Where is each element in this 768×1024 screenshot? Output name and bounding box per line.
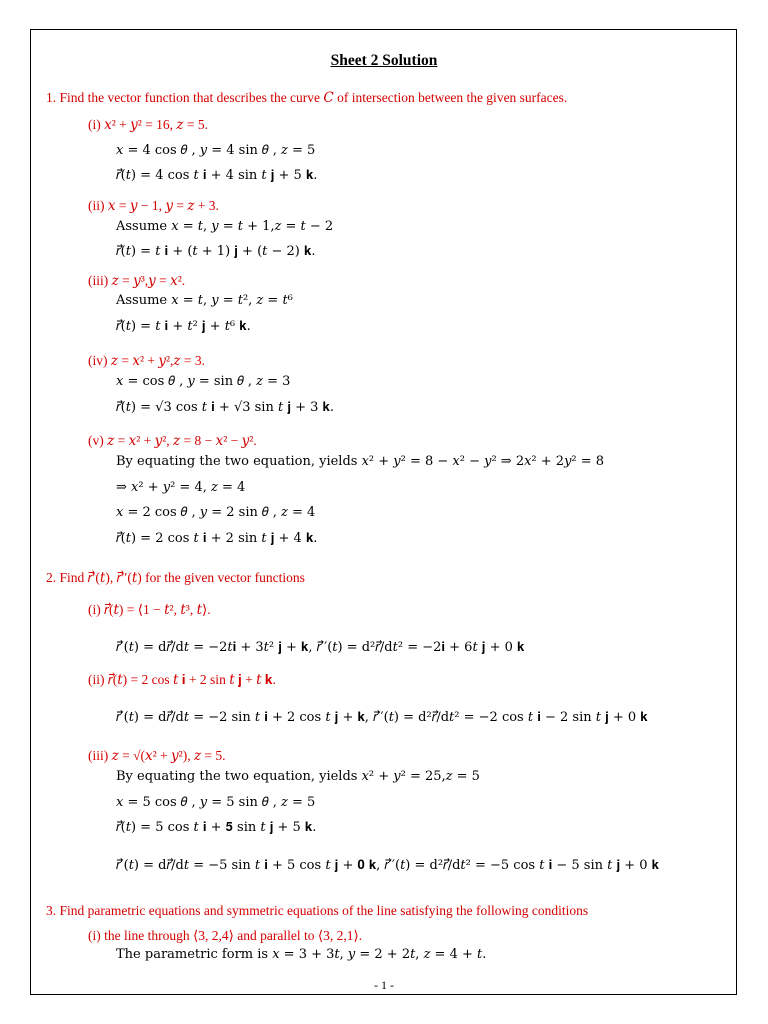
q1-ii-a: Assume 𝑥 = 𝑡, 𝑦 = 𝑡 + 1,𝑧 = 𝑡 − 2 xyxy=(116,219,334,234)
q1-i-a: 𝑥 = 4 cos 𝜃 , 𝑦 = 4 sin 𝜃 , 𝑧 = 5 xyxy=(116,143,316,158)
q2-i-label: (i) 𝑟⃗(𝑡) = ⟨1 − 𝑡², 𝑡³, 𝑡⟩. xyxy=(88,602,211,617)
q1-iii-a: Assume 𝑥 = 𝑡, 𝑦 = 𝑡², 𝑧 = 𝑡⁶ xyxy=(116,293,293,308)
q3: 3. Find parametric equations and symmetric equations of the line satisfying the following conditions xyxy=(46,903,589,918)
q2-iii-b: 𝑥 = 5 cos 𝜃 , 𝑦 = 5 sin 𝜃 , 𝑧 = 5 xyxy=(116,795,316,810)
q1-v-a: By equating the two equation, yields 𝑥² + 𝑦² = 8 − 𝑥² − 𝑦² ⇒ 2𝑥² + 2𝑦² = 8 xyxy=(116,454,605,469)
q1-ii-b: 𝑟⃗(𝑡) = 𝑡 𝐢 + (𝑡 + 1) 𝐣 + (𝑡 − 2) 𝐤. xyxy=(116,244,316,259)
q2-i-a: 𝑟⃗′(𝑡) = d𝑟⃗/d𝑡 = −2𝑡𝐢 + 3𝑡² 𝐣 + 𝐤, 𝑟⃗′′(𝑡) = d²𝑟⃗/d𝑡² = −2𝐢 + 6𝑡 𝐣 + 0 𝐤 xyxy=(116,640,525,655)
q1-v-label: (v) 𝑧 = 𝑥² + 𝑦², 𝑧 = 8 − 𝑥² − 𝑦². xyxy=(88,433,257,448)
q2-iii-d: 𝑟⃗′(𝑡) = d𝑟⃗/d𝑡 = −5 sin 𝑡 𝐢 + 5 cos 𝑡 𝐣 + 𝟎 𝐤, 𝑟⃗′′(𝑡) = d²𝑟⃗/d𝑡² = −5 cos 𝑡 𝐢 − 5 sin 𝑡 𝐣 + 0 𝐤 xyxy=(116,858,660,873)
q1-iii-b: 𝑟⃗(𝑡) = 𝑡 𝐢 + 𝑡² 𝐣 + 𝑡⁶ 𝐤. xyxy=(116,319,251,334)
q1-v-b: ⇒ 𝑥² + 𝑦² = 4, 𝑧 = 4 xyxy=(116,480,246,495)
q1-iv-label: (iv) 𝑧 = 𝑥² + 𝑦²,𝑧 = 3. xyxy=(88,353,206,368)
q1-ii-label: (ii) 𝑥 = 𝑦 − 1, 𝑦 = 𝑧 + 3. xyxy=(88,198,219,213)
page-number: - 1 - xyxy=(374,978,394,992)
q1-i-label: (i) 𝑥² + 𝑦² = 16, 𝑧 = 5. xyxy=(88,117,209,132)
q1-iv-b: 𝑟⃗(𝑡) = √3 cos 𝑡 𝐢 + √3 sin 𝑡 𝐣 + 3 𝐤. xyxy=(116,400,334,415)
q3-i-a: The parametric form is 𝑥 = 3 + 3𝑡, 𝑦 = 2 + 2𝑡, 𝑧 = 4 + 𝑡. xyxy=(116,947,487,962)
q2-ii-label: (ii) 𝑟⃗(𝑡) = 2 cos 𝑡 𝐢 + 2 sin 𝑡 𝐣 + 𝑡 𝐤. xyxy=(88,672,276,687)
q1-iv-a: 𝑥 = cos 𝜃 , 𝑦 = sin 𝜃 , 𝑧 = 3 xyxy=(116,374,291,389)
q1-iii-label: (iii) 𝑧 = 𝑦³,𝑦 = 𝑥². xyxy=(88,273,186,288)
page-title: Sheet 2 Solution xyxy=(330,52,438,69)
q3-i-label: (i) the line through ⟨3, 2,4⟩ and parallel to ⟨3, 2,1⟩. xyxy=(88,928,363,943)
q1-v-c: 𝑥 = 2 cos 𝜃 , 𝑦 = 2 sin 𝜃 , 𝑧 = 4 xyxy=(116,505,316,520)
q1-v-d: 𝑟⃗(𝑡) = 2 cos 𝑡 𝐢 + 2 sin 𝑡 𝐣 + 4 𝐤. xyxy=(116,531,318,546)
q1: 1. Find the vector function that describes the curve 𝐶 of intersection between the given surfaces. xyxy=(46,90,568,105)
q2-iii-label: (iii) 𝑧 = √(𝑥² + 𝑦²), 𝑧 = 5. xyxy=(88,748,226,763)
q2-iii-a: By equating the two equation, yields 𝑥² + 𝑦² = 25,𝑧 = 5 xyxy=(116,769,480,784)
q2: 2. Find 𝑟⃗′(𝑡), 𝑟⃗′′(𝑡) for the given vector functions xyxy=(46,570,305,585)
q2-iii-c: 𝑟⃗(𝑡) = 5 cos 𝑡 𝐢 + 𝟓 sin 𝑡 𝐣 + 5 𝐤. xyxy=(116,820,317,835)
q2-ii-a: 𝑟⃗′(𝑡) = d𝑟⃗/d𝑡 = −2 sin 𝑡 𝐢 + 2 cos 𝑡 𝐣 + 𝐤, 𝑟⃗′′(𝑡) = d²𝑟⃗/d𝑡² = −2 cos 𝑡 𝐢 − 2 sin 𝑡 𝐣 + 0 𝐤 xyxy=(116,710,648,725)
q1-i-b: 𝑟⃗(𝑡) = 4 cos 𝑡 𝐢 + 4 sin 𝑡 𝐣 + 5 𝐤. xyxy=(116,168,318,183)
